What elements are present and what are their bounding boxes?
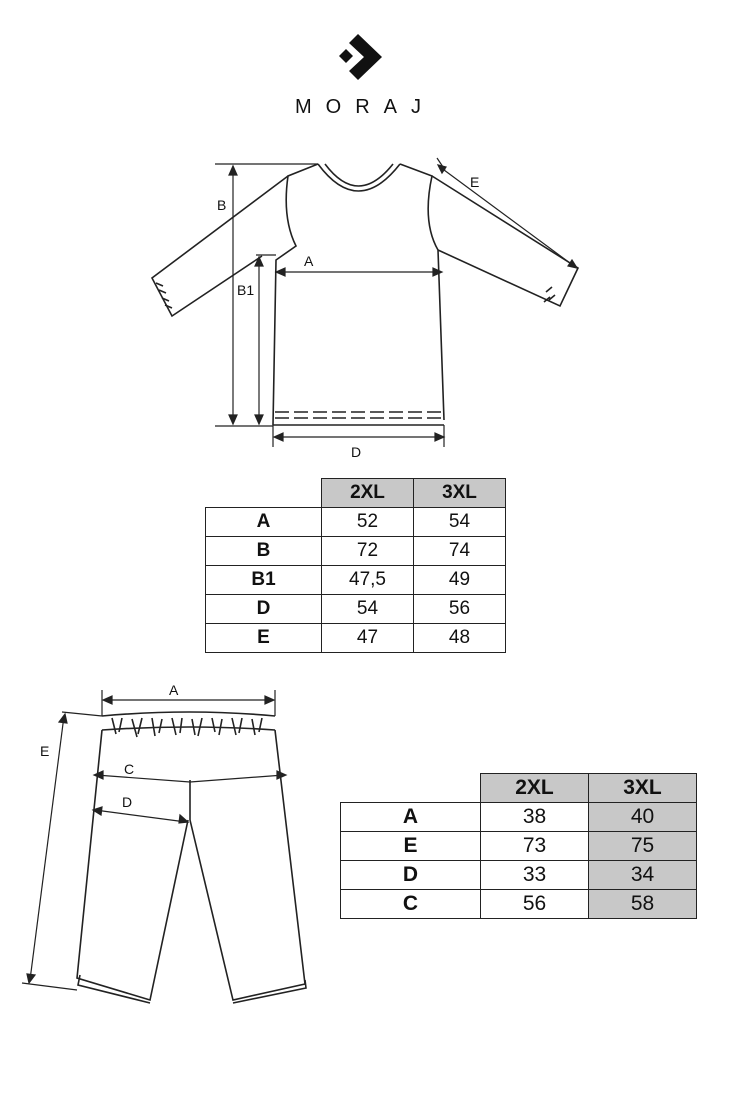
cell-value: 49 [414,566,506,595]
top-garment-diagram [0,0,730,460]
table-row [206,595,506,624]
cell-value: 54 [322,595,414,624]
brand-name: MORAJ [295,96,435,118]
bottom-size-table [340,773,697,919]
row-label: B [206,537,322,566]
row-label: E [341,832,481,861]
cell-value: 48 [414,624,506,653]
cell-value: 75 [589,832,697,861]
table-row [341,890,697,919]
table-row [341,803,697,832]
cell-value: 52 [322,508,414,537]
top-label-e: E [470,174,480,190]
bottom-table-corner [341,774,481,803]
cell-value: 58 [589,890,697,919]
top-size-table [205,478,506,653]
top-label-d: D [351,444,362,460]
bottom-label-e: E [40,743,50,759]
bottom-table-col-2xl: 2XL [481,774,589,803]
top-label-b1: B1 [237,282,255,298]
cell-value: 34 [589,861,697,890]
bottom-label-d: D [122,794,133,810]
cell-value: 47 [322,624,414,653]
top-label-b: B [217,197,227,213]
row-label: D [341,861,481,890]
cell-value: 33 [481,861,589,890]
table-row [206,508,506,537]
bottom-table-col-3xl: 3XL [589,774,697,803]
cell-value: 72 [322,537,414,566]
top-table-corner [206,479,322,508]
cell-value: 56 [481,890,589,919]
cell-value: 74 [414,537,506,566]
table-row [206,537,506,566]
top-label-a: A [304,253,314,269]
cell-value: 47,5 [322,566,414,595]
bottom-table-header-row [341,774,697,803]
bottom-label-a: A [169,682,179,698]
row-label: B1 [206,566,322,595]
top-table-col-3xl: 3XL [414,479,506,508]
table-row [341,861,697,890]
bottom-label-c: C [124,761,135,777]
cell-value: 54 [414,508,506,537]
top-table-header-row [206,479,506,508]
cell-value: 40 [589,803,697,832]
cell-value: 38 [481,803,589,832]
table-row [206,566,506,595]
table-row [341,832,697,861]
row-label: A [341,803,481,832]
cell-value: 73 [481,832,589,861]
table-row [206,624,506,653]
row-label: E [206,624,322,653]
bottom-garment-diagram [0,680,340,1020]
cell-value: 56 [414,595,506,624]
row-label: A [206,508,322,537]
top-table-col-2xl: 2XL [322,479,414,508]
row-label: D [206,595,322,624]
row-label: C [341,890,481,919]
